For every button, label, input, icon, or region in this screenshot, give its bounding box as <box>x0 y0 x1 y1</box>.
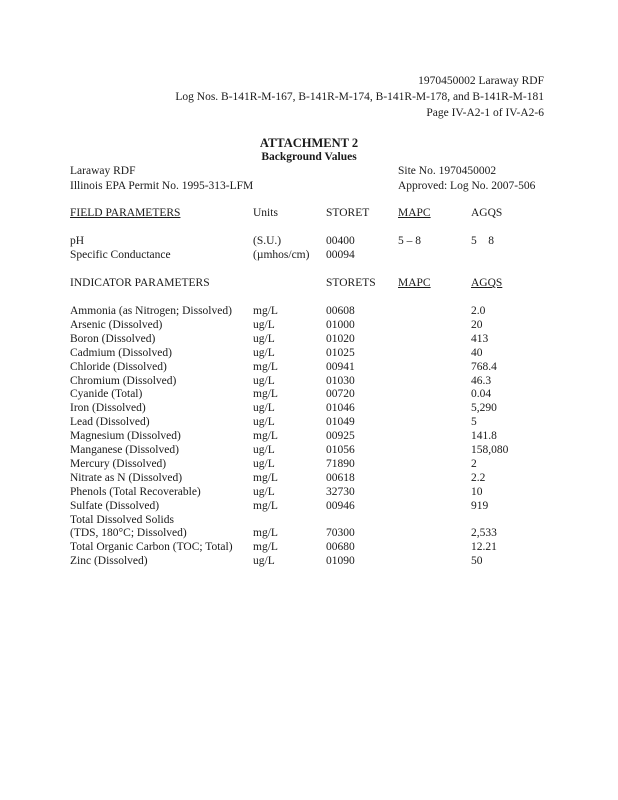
param-units: mg/L <box>253 499 278 512</box>
table-row <box>0 401 618 415</box>
param-agqs: 40 <box>471 346 483 359</box>
param-units: ug/L <box>253 318 275 331</box>
param-units: (S.U.) <box>253 235 282 247</box>
permit-number: Illinois EPA Permit No. 1995-313-LFM <box>70 180 254 192</box>
param-agqs: 2,533 <box>471 527 497 540</box>
param-name: Manganese (Dissolved) <box>70 444 179 456</box>
header-site-line: 1970450002 Laraway RDF <box>418 75 544 87</box>
table-row <box>0 415 618 429</box>
param-name: Specific Conductance <box>70 249 171 261</box>
param-name: Boron (Dissolved) <box>70 332 156 345</box>
table-row <box>0 387 618 401</box>
table-row <box>0 457 618 471</box>
param-name: Phenols (Total Recoverable) <box>70 485 201 498</box>
param-storet: 01020 <box>326 332 355 345</box>
param-agqs: 919 <box>471 499 489 512</box>
param-units: mg/L <box>253 471 278 484</box>
indicator-parameters-header <box>0 276 618 290</box>
param-storet: 01000 <box>326 318 355 331</box>
param-name: Magnesium (Dissolved) <box>70 430 181 443</box>
param-storet: 71890 <box>326 457 355 470</box>
param-name: Iron (Dissolved) <box>70 402 146 415</box>
indicator-header-name: INDICATOR PARAMETERS <box>70 277 210 289</box>
param-units: mg/L <box>253 360 278 373</box>
table-row <box>0 499 618 513</box>
table-row <box>0 304 618 318</box>
param-agqs: 768.4 <box>471 360 497 373</box>
table-row <box>0 443 618 457</box>
param-agqs: 50 <box>471 555 483 568</box>
param-agqs: 2.0 <box>471 305 486 317</box>
table-row <box>0 513 618 527</box>
param-units: mg/L <box>253 388 278 401</box>
site-number: Site No. 1970450002 <box>398 165 497 177</box>
param-storet: 00941 <box>326 360 355 373</box>
param-storet: 00608 <box>326 305 355 317</box>
param-units: mg/L <box>253 527 278 540</box>
table-row <box>0 318 618 332</box>
param-name: Zinc (Dissolved) <box>70 555 148 568</box>
param-storet: 00925 <box>326 430 355 443</box>
param-agqs: 0.04 <box>471 388 492 401</box>
header-page-number: Page IV-A2-1 of IV-A2-6 <box>426 107 544 119</box>
param-storet: 00946 <box>326 499 355 512</box>
param-name: Cyanide (Total) <box>70 388 143 401</box>
param-agqs: 12.21 <box>471 541 497 554</box>
table-row <box>0 540 618 554</box>
param-agqs: 141.8 <box>471 430 497 443</box>
param-storet: 00720 <box>326 388 355 401</box>
param-agqs: 46.3 <box>471 374 492 387</box>
param-units: ug/L <box>253 416 275 429</box>
table-row <box>0 346 618 360</box>
param-name: Total Organic Carbon (TOC; Total) <box>70 541 233 554</box>
param-name: Nitrate as N (Dissolved) <box>70 471 183 484</box>
param-storet: 01056 <box>326 444 355 456</box>
attachment-subtitle: Background Values <box>261 151 357 163</box>
param-name: Mercury (Dissolved) <box>70 457 167 470</box>
param-units: ug/L <box>253 332 275 345</box>
param-agqs: 158,080 <box>471 444 509 456</box>
param-storet: 01025 <box>326 346 355 359</box>
param-storet: 32730 <box>326 485 355 498</box>
param-name: Chloride (Dissolved) <box>70 360 167 373</box>
param-agqs: 5 8 <box>471 235 494 247</box>
param-units: ug/L <box>253 402 275 415</box>
param-name: Cadmium (Dissolved) <box>70 346 172 359</box>
table-row <box>0 374 618 388</box>
param-agqs: 2 <box>471 457 477 470</box>
param-units: ug/L <box>253 555 275 568</box>
param-agqs: 10 <box>471 485 483 498</box>
param-storet: 00680 <box>326 541 355 554</box>
field-header-units: Units <box>253 207 278 219</box>
table-row <box>0 554 618 568</box>
param-agqs: 5 <box>471 416 477 429</box>
param-units: ug/L <box>253 444 275 456</box>
param-units: mg/L <box>253 430 278 443</box>
attachment-title: ATTACHMENT 2 <box>259 136 359 150</box>
table-row <box>0 248 618 262</box>
table-row <box>0 332 618 346</box>
param-name: Total Dissolved Solids <box>70 513 174 526</box>
table-row <box>0 526 618 540</box>
param-name: (TDS, 180°C; Dissolved) <box>70 527 187 540</box>
param-name: pH <box>70 235 85 247</box>
field-header-mapc: MAPC <box>398 207 431 219</box>
param-name: Sulfate (Dissolved) <box>70 499 160 512</box>
field-parameters-header <box>0 206 618 220</box>
param-units: ug/L <box>253 485 275 498</box>
table-row <box>0 485 618 499</box>
param-units: mg/L <box>253 541 278 554</box>
indicator-header-mapc: MAPC <box>398 277 431 289</box>
param-units: (µmhos/cm) <box>253 249 310 261</box>
param-name: Ammonia (as Nitrogen; Dissolved) <box>70 305 232 317</box>
param-storet: 01049 <box>326 416 355 429</box>
facility-name: Laraway RDF <box>70 165 136 177</box>
param-mapc: 5 – 8 <box>398 235 421 247</box>
param-storet: 01046 <box>326 402 355 415</box>
approval-log: Approved: Log No. 2007-506 <box>398 180 536 192</box>
param-units: ug/L <box>253 374 275 387</box>
param-units: ug/L <box>253 346 275 359</box>
param-storet: 01030 <box>326 374 355 387</box>
param-storet: 00094 <box>326 249 355 261</box>
param-units: mg/L <box>253 305 278 317</box>
indicator-header-storets: STORETS <box>326 277 376 289</box>
field-header-agqs: AGQS <box>471 207 503 219</box>
param-storet: 70300 <box>326 527 355 540</box>
param-name: Lead (Dissolved) <box>70 416 150 429</box>
param-agqs: 20 <box>471 318 483 331</box>
table-row <box>0 360 618 374</box>
param-storet: 00618 <box>326 471 355 484</box>
param-name: Chromium (Dissolved) <box>70 374 177 387</box>
field-header-name: FIELD PARAMETERS <box>70 207 181 219</box>
param-agqs: 2.2 <box>471 471 486 484</box>
table-row <box>0 234 618 248</box>
param-name: Arsenic (Dissolved) <box>70 318 163 331</box>
header-log-numbers: Log Nos. B-141R-M-167, B-141R-M-174, B-141R-M-178, and B-141R-M-181 <box>175 91 544 103</box>
param-agqs: 5,290 <box>471 402 497 415</box>
param-storet: 00400 <box>326 235 355 247</box>
field-header-storet: STORET <box>326 207 370 219</box>
indicator-header-agqs: AGQS <box>471 277 503 289</box>
table-row <box>0 471 618 485</box>
param-storet: 01090 <box>326 555 355 568</box>
param-agqs: 413 <box>471 332 489 345</box>
param-units: ug/L <box>253 457 275 470</box>
table-row <box>0 429 618 443</box>
